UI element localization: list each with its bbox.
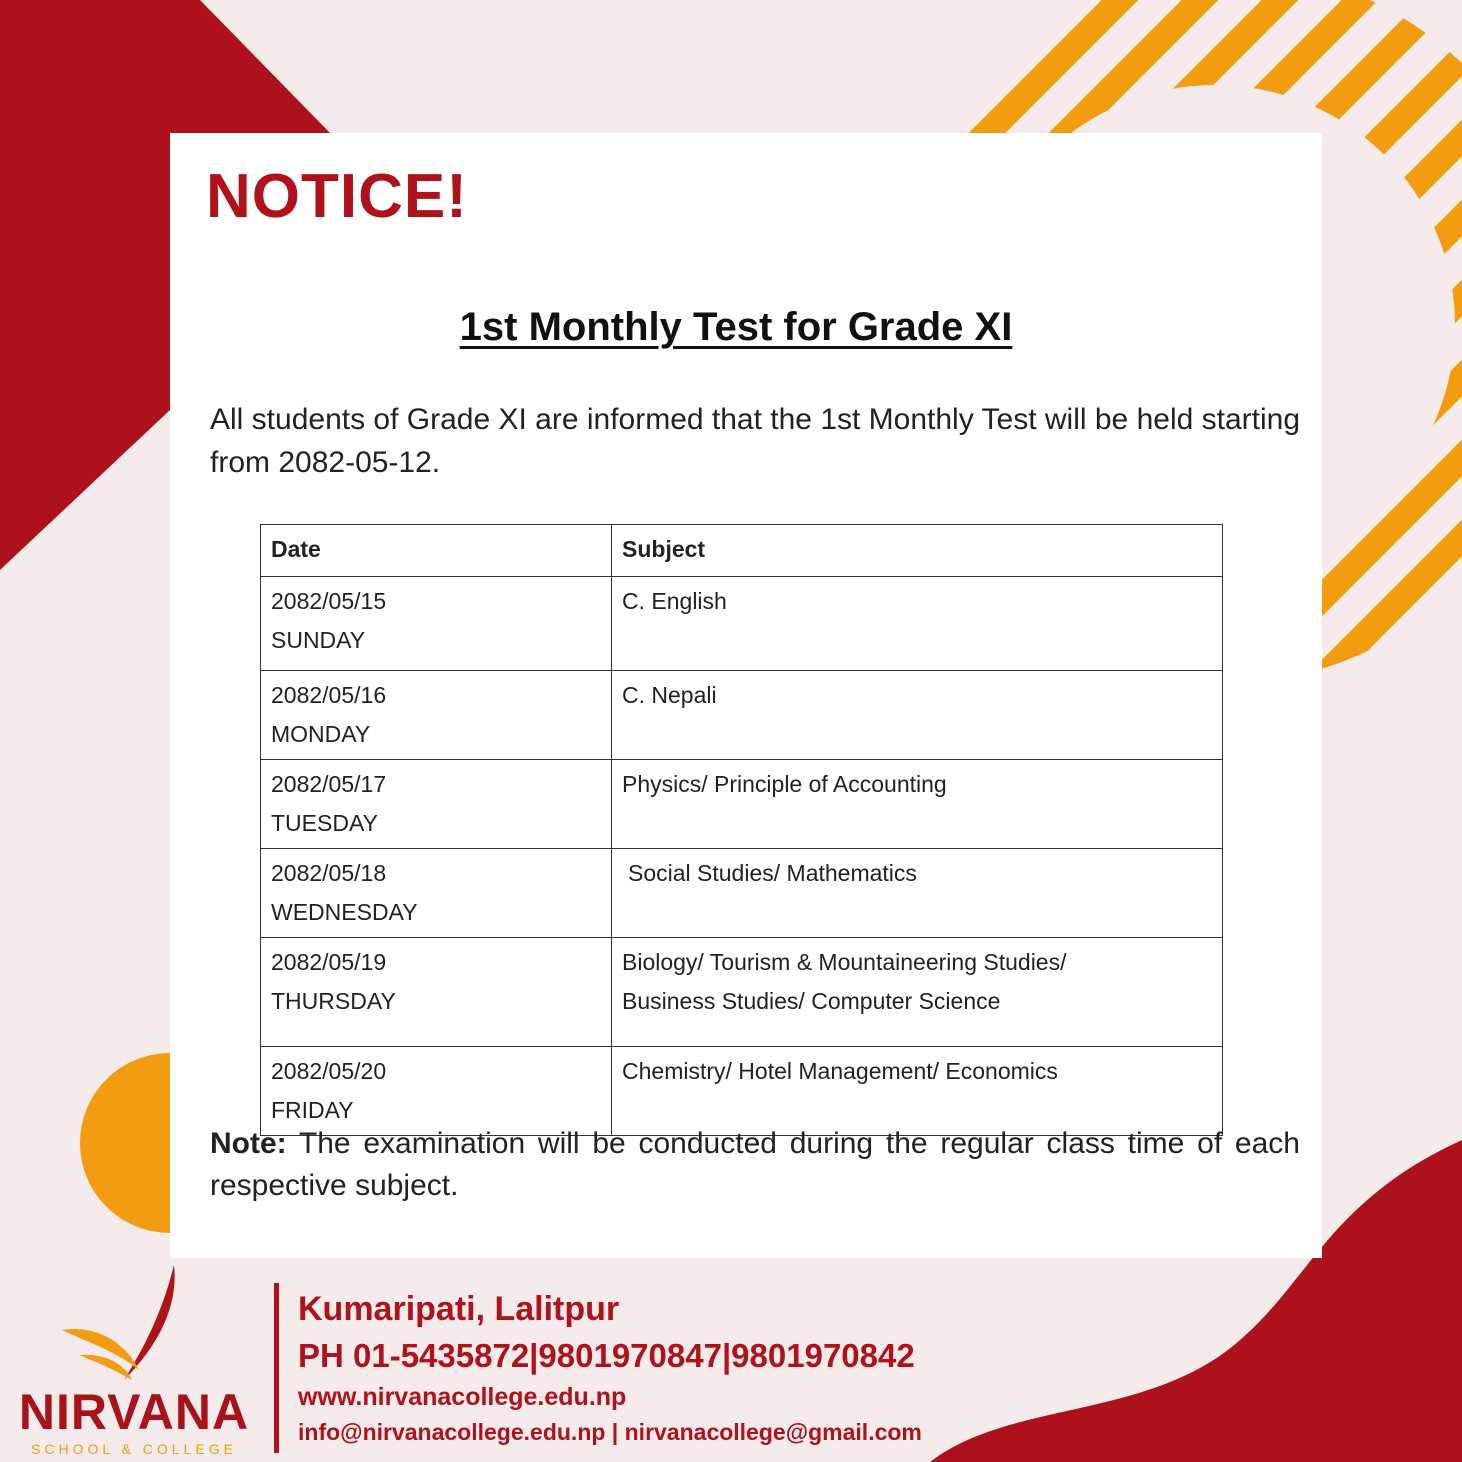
date-column-header: Date [261, 525, 612, 577]
date-cell [261, 577, 612, 671]
subject-cell: C. Nepali [612, 671, 1223, 760]
exam-day: MONDAY [271, 721, 371, 747]
date-cell [261, 938, 612, 1047]
notice-card [170, 133, 1322, 1258]
notice-title: NOTICE! [206, 162, 468, 231]
table-row [261, 938, 1223, 1047]
date-cell [261, 849, 612, 938]
contact-block [298, 1285, 922, 1449]
date-cell [261, 760, 612, 849]
table-row [261, 577, 1223, 671]
logo-subtitle: SCHOOL & COLLEGE [31, 1441, 237, 1457]
schedule-table [260, 524, 1223, 1136]
subject-cell: Biology/ Tourism & Mountaineering Studies/ Business Studies/ Computer Science [612, 938, 1223, 1047]
exam-day: SUNDAY [271, 627, 366, 653]
logo-name: NIRVANA [18, 1384, 250, 1440]
table-row [261, 760, 1223, 849]
subject-cell: C. English [612, 577, 1223, 671]
exam-day: TUESDAY [271, 810, 378, 836]
test-heading [170, 305, 1302, 350]
exam-date: 2082/05/17 [271, 771, 387, 797]
subject-cell: Chemistry/ Hotel Management/ Economics [612, 1047, 1223, 1136]
exam-day: WEDNESDAY [271, 899, 418, 925]
note-paragraph [210, 1123, 1300, 1207]
phone-numbers: PH 01-5435872|9801970847|9801970842 [298, 1337, 915, 1374]
website-link[interactable]: www.nirvanacollege.edu.np [298, 1383, 627, 1411]
exam-date: 2082/05/20 [271, 1058, 387, 1084]
flame-logo-icon [14, 1265, 254, 1385]
intro-paragraph: All students of Grade XI are informed that the 1st Monthly Test will be held starting from 2082-05-12. [210, 403, 1301, 479]
email-addresses[interactable]: info@nirvanacollege.edu.np | nirvanacollege@gmail.com [298, 1419, 922, 1445]
date-cell [261, 671, 612, 760]
address: Kumaripati, Lalitpur [298, 1290, 620, 1328]
table-row [261, 849, 1223, 938]
subject-cell: Physics/ Principle of Accounting [612, 760, 1223, 849]
college-logo [14, 1265, 254, 1455]
exam-date: 2082/05/19 [271, 949, 387, 975]
exam-date: 2082/05/15 [271, 588, 387, 614]
table-row [261, 671, 1223, 760]
note-text: The examination will be conducted during the regular class time of each respective subject. [210, 1127, 1300, 1202]
test-heading-text: 1st Monthly Test for Grade XI [459, 305, 1013, 349]
note-label: Note: [210, 1127, 287, 1160]
subject-column-header: Subject [612, 525, 1223, 577]
exam-day: THURSDAY [271, 988, 396, 1014]
exam-date: 2082/05/18 [271, 860, 387, 886]
subject-cell: Social Studies/ Mathematics [612, 849, 1223, 938]
footer-divider [274, 1283, 279, 1453]
exam-day: FRIDAY [271, 1097, 354, 1123]
table-header-row [261, 525, 1223, 577]
exam-date: 2082/05/16 [271, 682, 387, 708]
